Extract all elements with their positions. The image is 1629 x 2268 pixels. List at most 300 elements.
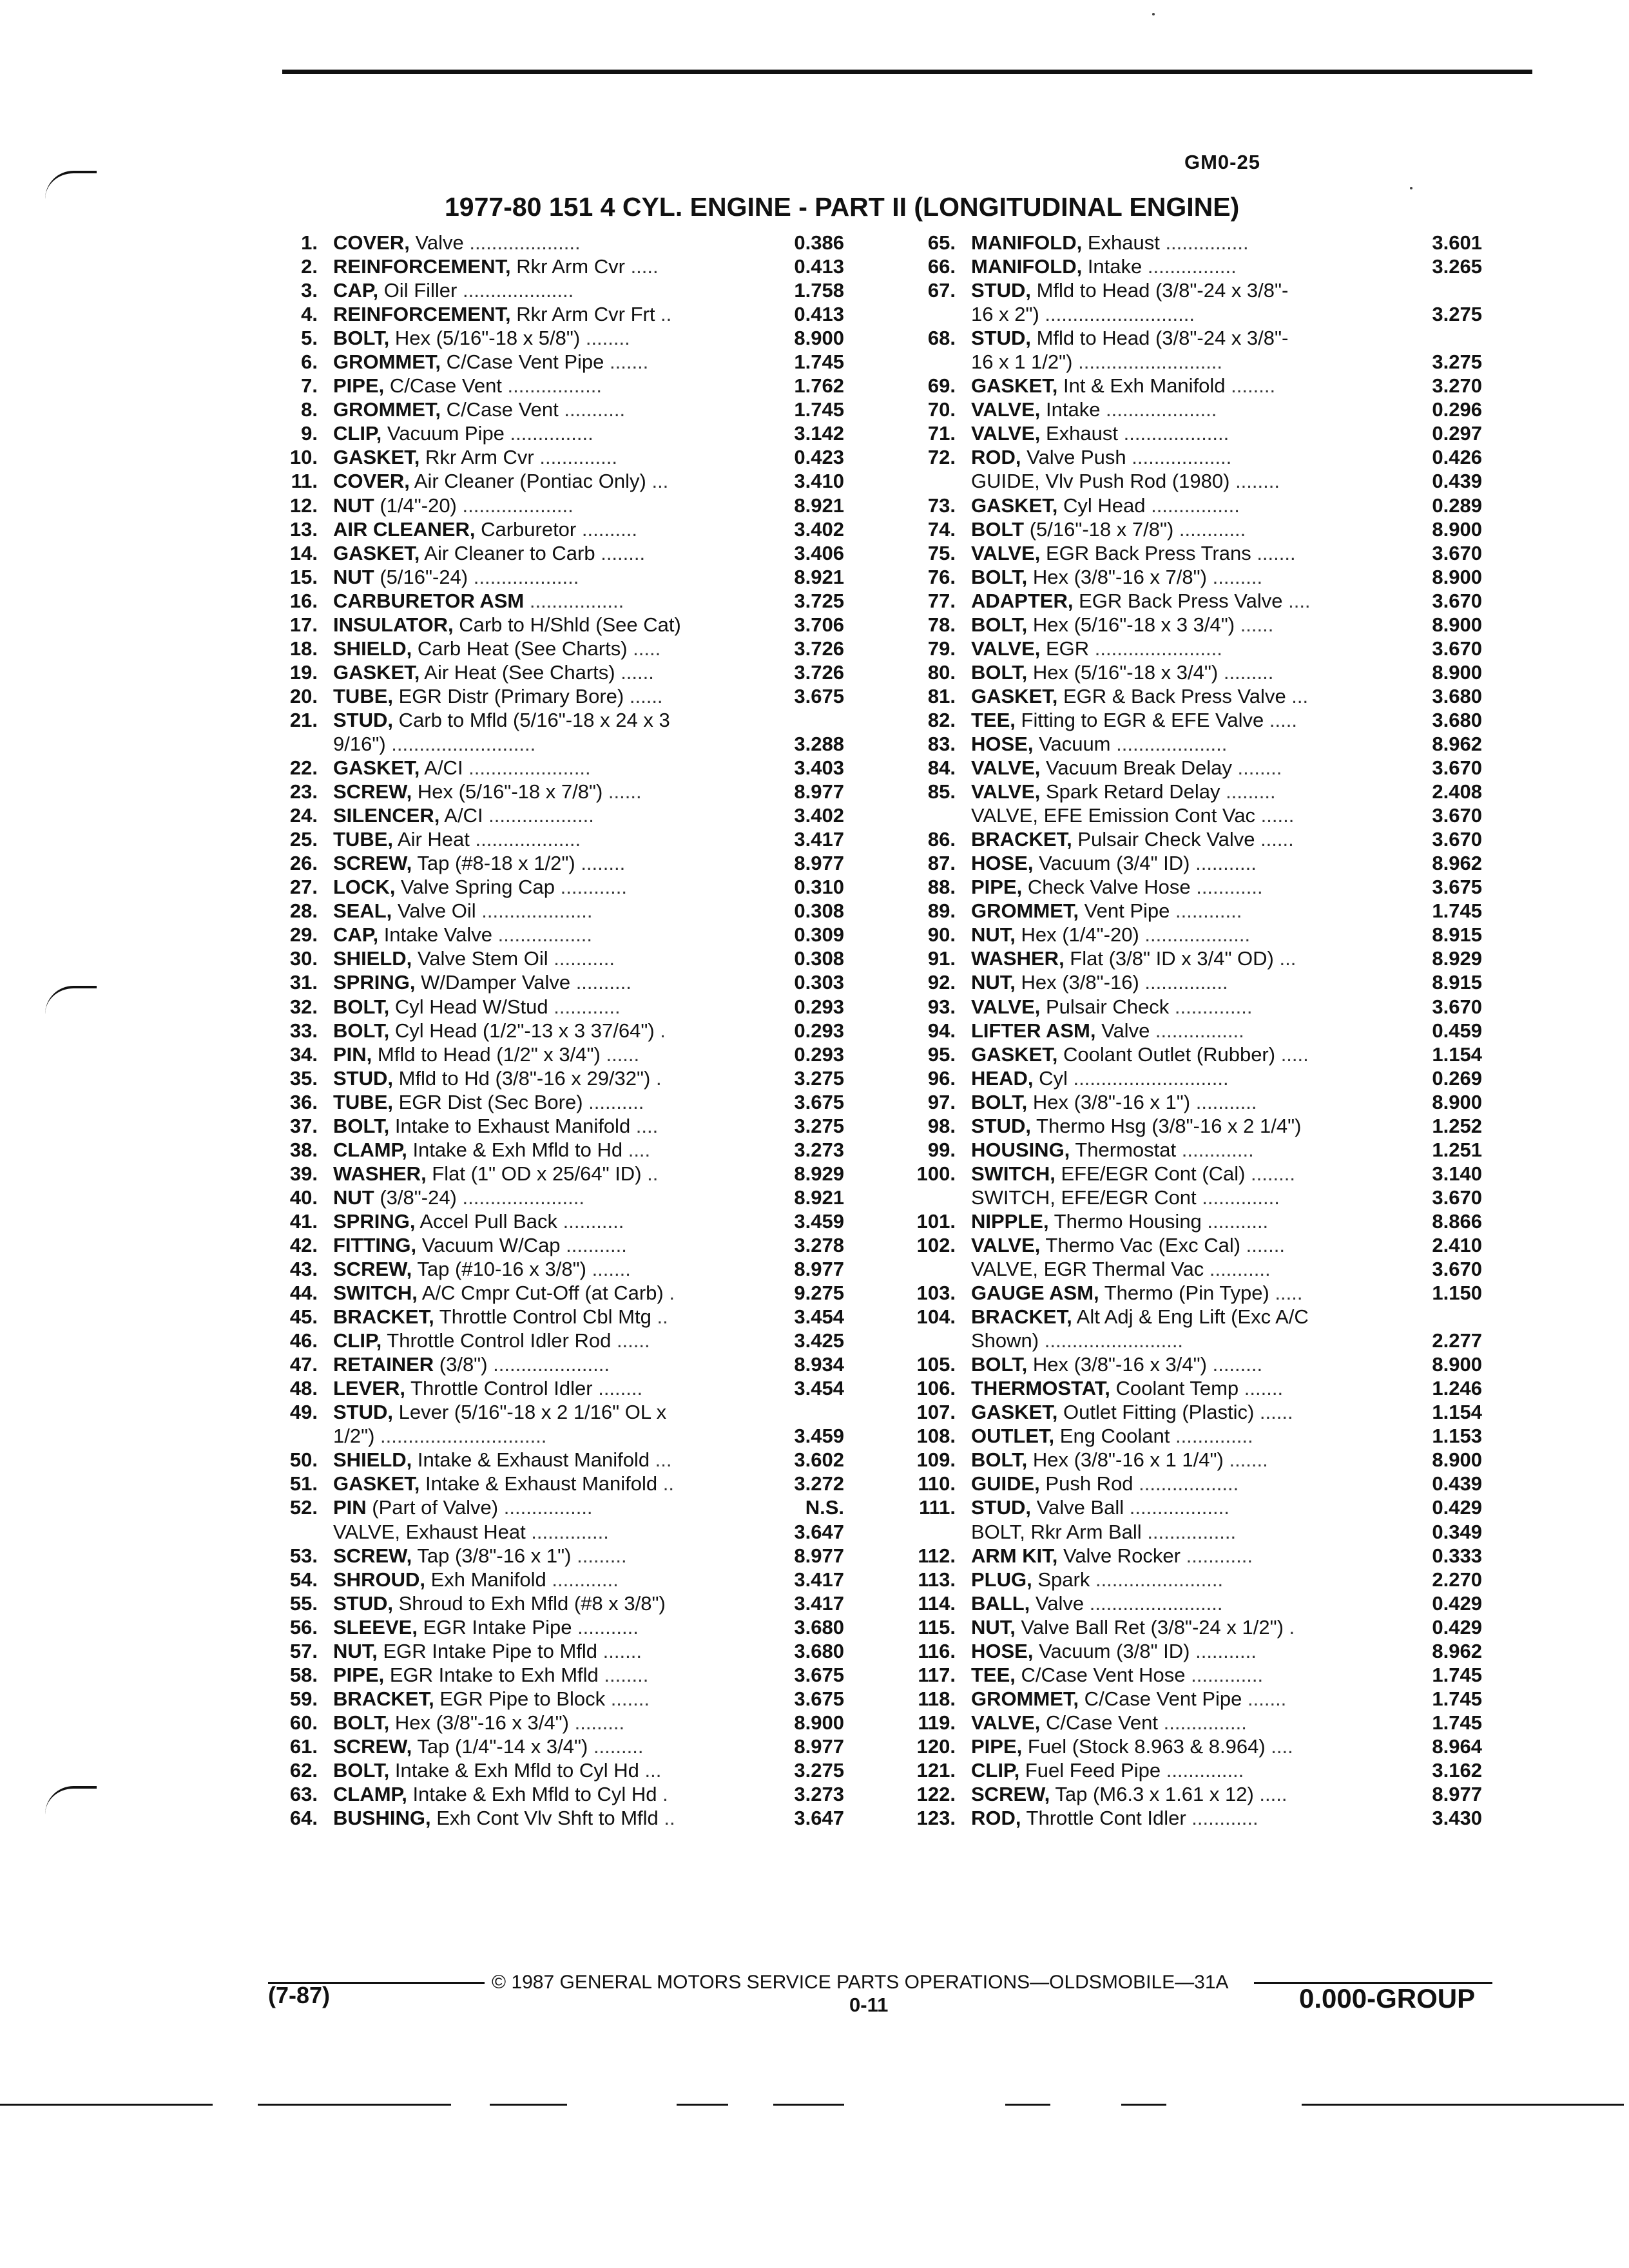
group-number-text: 8.900 — [794, 327, 844, 350]
group-number — [905, 1735, 1482, 1758]
part-name: SCREW, — [971, 1783, 1050, 1806]
part-detail: Carb Heat (See Charts) — [412, 637, 628, 660]
group-number-text: 1.745 — [794, 398, 844, 421]
part-number: 104. — [916, 1305, 956, 1329]
part-detail: Hex (5/16"-18 x 5/8") — [389, 327, 581, 350]
part-description — [333, 1591, 823, 1615]
dot-leader: . — [654, 1019, 666, 1042]
group-number-text: 8.900 — [1432, 660, 1482, 684]
part-name: GUIDE, — [971, 1472, 1040, 1495]
group-number-text: 0.413 — [794, 255, 844, 278]
copyright-notice: © 1987 GENERAL MOTORS SERVICE PARTS OPERATIONS—OLDSMOBILE—31A — [492, 1972, 1229, 1993]
part-description — [333, 1424, 823, 1448]
part-detail: VALVE, EFE Emission Cont Vac — [971, 804, 1256, 827]
part-detail: Intake Valve — [378, 923, 492, 947]
part-detail: Valve Spring Cap — [395, 876, 555, 899]
part-number: 39. — [289, 1162, 318, 1185]
group-number-text: 3.273 — [794, 1783, 844, 1806]
part-description — [971, 1305, 1467, 1329]
part-description — [333, 995, 823, 1019]
group-number-text: 3.417 — [794, 828, 844, 851]
dot-leader: ......... — [1206, 565, 1263, 588]
group-number-text: 1.762 — [794, 374, 844, 398]
dot-leader: ........ — [592, 1377, 643, 1400]
binder-mark — [45, 1786, 97, 1814]
dot-leader: .. — [641, 1162, 659, 1185]
part-detail: A/CI — [439, 804, 483, 827]
part-detail: Exh Manifold — [425, 1568, 546, 1591]
part-detail: Accel Pull Back — [415, 1209, 558, 1233]
group-number — [905, 970, 1482, 994]
group-number-text: 0.429 — [1432, 1591, 1482, 1615]
group-number-text: 3.403 — [794, 756, 844, 780]
part-description — [333, 1711, 823, 1735]
part-number: 45. — [289, 1305, 318, 1329]
part-description — [333, 1806, 823, 1830]
part-detail: Intake & Exh Mfld to Cyl Hd — [389, 1759, 639, 1782]
part-number: 72. — [927, 446, 956, 469]
part-number: 89. — [927, 899, 956, 923]
group-number — [905, 947, 1482, 970]
part-name: BOLT, — [333, 1019, 390, 1042]
part-name: TUBE, — [333, 684, 393, 707]
group-number-text: 8.900 — [1432, 1090, 1482, 1113]
group-number-text: 2.277 — [1432, 1329, 1482, 1352]
dot-leader: .... — [1265, 1735, 1293, 1758]
group-number — [764, 660, 844, 684]
part-name: BOLT, — [971, 1090, 1028, 1113]
part-description — [333, 1329, 823, 1352]
group-number-text: 3.675 — [794, 684, 844, 707]
group-number — [905, 255, 1482, 278]
part-number: 93. — [927, 995, 956, 1018]
dot-leader: .................... — [457, 279, 574, 302]
part-detail: 16 x 2") — [971, 303, 1039, 326]
dot-leader: ....... — [605, 1687, 650, 1710]
group-number — [764, 231, 844, 255]
group-number — [764, 1424, 844, 1448]
group-number — [764, 1615, 844, 1639]
part-description — [333, 1281, 823, 1305]
part-number: 83. — [927, 732, 956, 755]
part-detail: C/Case Vent Pipe — [1079, 1687, 1242, 1710]
part-description — [333, 350, 823, 374]
dot-leader: .................... — [1110, 732, 1228, 755]
group-number — [905, 302, 1482, 326]
part-description — [333, 1352, 823, 1376]
part-detail: EGR Dist (Sec Bore) — [393, 1090, 583, 1113]
part-detail: Hex (1/4"-20) — [1015, 923, 1139, 947]
group-number — [905, 803, 1482, 827]
revision-date: (7-87) — [268, 1982, 331, 2008]
part-description — [333, 1472, 823, 1495]
part-detail: (Part of Valve) — [366, 1496, 499, 1519]
dot-leader: ........ — [595, 541, 646, 564]
part-detail: Pulsair Check Valve — [1072, 828, 1255, 851]
part-name: NUT, — [333, 1639, 378, 1662]
part-name: VALVE, — [971, 541, 1041, 564]
part-number: 13. — [289, 517, 318, 541]
dot-leader: ......... — [588, 1735, 644, 1758]
part-detail: Pulsair Check — [1040, 995, 1170, 1018]
part-detail: A/CI — [419, 756, 463, 780]
part-detail: Air Heat — [393, 828, 470, 851]
dot-leader: ............................ — [1067, 1066, 1229, 1090]
scan-line — [1302, 2104, 1624, 2106]
dot-leader: .................. — [1126, 446, 1232, 469]
part-description — [333, 1162, 823, 1186]
part-detail: Tap (1/4"-14 x 3/4") — [412, 1735, 588, 1758]
part-number: 46. — [289, 1329, 318, 1352]
part-detail: Valve — [409, 231, 464, 254]
group-number — [905, 565, 1482, 589]
part-detail: Vacuum — [1033, 732, 1111, 755]
group-number-text: 8.962 — [1432, 852, 1482, 875]
part-detail: C/Case Vent Hose — [1015, 1663, 1186, 1686]
part-name: ARM KIT, — [971, 1544, 1058, 1567]
group-number — [764, 1711, 844, 1735]
group-number-text: 3.265 — [1432, 255, 1482, 278]
part-detail: Valve Oil — [392, 899, 476, 923]
group-number-text: 0.296 — [1432, 398, 1482, 421]
group-number — [905, 1424, 1482, 1448]
part-detail: Carburetor — [475, 517, 577, 541]
part-number: 86. — [927, 828, 956, 851]
part-detail: Mfld to Hd (3/8"-16 x 29/32") — [393, 1066, 651, 1090]
part-name: VALVE, — [971, 1711, 1041, 1734]
part-number: 56. — [289, 1615, 318, 1639]
dot-leader: ............. — [1176, 1138, 1254, 1161]
group-number — [905, 1233, 1482, 1257]
part-detail: EGR Intake Pipe to Mfld — [377, 1639, 598, 1662]
part-name: CLIP, — [333, 422, 382, 445]
part-name: PIPE, — [333, 374, 385, 398]
part-number: 55. — [289, 1591, 318, 1615]
part-number: 97. — [927, 1090, 956, 1113]
dot-leader: ....... — [1223, 1448, 1268, 1472]
group-number-text: 0.413 — [794, 303, 844, 326]
group-number-text: 0.293 — [794, 1019, 844, 1042]
part-number: 110. — [918, 1472, 956, 1495]
group-number-text: 3.272 — [794, 1472, 844, 1495]
part-description — [333, 1043, 823, 1066]
group-number — [905, 1591, 1482, 1615]
part-number: 10. — [289, 446, 318, 469]
group-number-text: 8.915 — [1432, 923, 1482, 947]
part-description — [333, 803, 823, 827]
part-number: 60. — [289, 1711, 318, 1734]
part-detail: Valve Ball — [1031, 1496, 1124, 1519]
group-number — [764, 851, 844, 875]
part-number: 96. — [927, 1066, 956, 1090]
group-number — [764, 1472, 844, 1495]
group-number — [764, 1209, 844, 1233]
part-description — [333, 1448, 823, 1472]
group-number — [905, 1711, 1482, 1735]
part-description — [333, 732, 823, 756]
part-name: HOUSING, — [971, 1138, 1070, 1161]
part-name: TUBE, — [333, 828, 393, 851]
part-number: 48. — [289, 1377, 318, 1400]
group-number — [905, 899, 1482, 923]
part-description — [333, 1544, 823, 1568]
group-number-text: 3.278 — [794, 1233, 844, 1256]
part-number: 70. — [927, 398, 956, 421]
part-name: SLEEVE, — [333, 1615, 418, 1639]
group-number — [905, 1400, 1482, 1424]
group-number — [764, 278, 844, 302]
part-detail: Throttle Control Idler — [405, 1377, 593, 1400]
part-name: GASKET, — [333, 660, 420, 684]
group-number-text: 0.293 — [794, 1043, 844, 1066]
part-name: STUD, — [333, 1591, 393, 1615]
dot-leader: ........... — [1201, 1209, 1269, 1233]
part-number: 106. — [916, 1377, 956, 1400]
dot-leader: .... — [1282, 589, 1311, 612]
group-number — [905, 1090, 1482, 1114]
dot-leader: ...... — [1254, 1401, 1293, 1424]
part-number: 12. — [289, 494, 318, 517]
part-number: 36. — [289, 1090, 318, 1113]
part-name: SCREW, — [333, 780, 412, 803]
part-description — [333, 1233, 823, 1257]
part-description — [333, 613, 823, 637]
group-number-text: 3.417 — [794, 1591, 844, 1615]
group-number — [905, 660, 1482, 684]
group-number — [905, 1043, 1482, 1066]
dot-leader: ............. — [1185, 1663, 1264, 1686]
group-number-text: 8.900 — [794, 1711, 844, 1734]
part-number: 101. — [916, 1209, 956, 1233]
part-detail: SWITCH, EFE/EGR Cont — [971, 1186, 1197, 1209]
part-name: MANIFOLD, — [971, 255, 1083, 278]
part-detail: VALVE, EGR Thermal Vac — [971, 1258, 1204, 1281]
group-number-text: 1.154 — [1432, 1043, 1482, 1066]
part-detail: Cyl — [1033, 1066, 1068, 1090]
group-number-text: 8.929 — [794, 1162, 844, 1185]
group-number-text: 1.251 — [1432, 1138, 1482, 1161]
part-number: 78. — [927, 613, 956, 636]
part-number: 76. — [927, 565, 956, 588]
part-number: 8. — [301, 398, 318, 421]
part-description — [333, 445, 823, 469]
part-detail: (3/8") — [434, 1353, 488, 1376]
dot-leader: ......................... — [1039, 1329, 1184, 1352]
dot-leader: ...... — [1235, 613, 1274, 636]
part-number: 1. — [301, 231, 318, 254]
part-number: 34. — [289, 1043, 318, 1066]
part-name: COVER, — [333, 231, 410, 254]
part-name: MANIFOLD, — [971, 231, 1083, 254]
part-description — [333, 875, 823, 899]
part-description — [333, 756, 823, 780]
group-number — [764, 1066, 844, 1090]
part-number: 15. — [289, 565, 318, 588]
part-name: RETAINER — [333, 1353, 434, 1376]
part-detail: Vacuum Pipe — [381, 422, 505, 445]
part-description — [333, 469, 823, 493]
group-number — [905, 1114, 1482, 1138]
part-description — [333, 970, 823, 994]
part-name: COVER, — [333, 470, 410, 493]
dot-leader: . — [657, 1783, 668, 1806]
group-number — [905, 1544, 1482, 1568]
part-description — [333, 278, 823, 302]
part-name: PIN — [333, 1496, 367, 1519]
dot-leader: .... — [630, 1114, 659, 1137]
part-name: BOLT, — [971, 565, 1028, 588]
group-number-text: 8.900 — [1432, 613, 1482, 636]
part-detail: Thermostat — [1070, 1138, 1177, 1161]
part-name: GASKET, — [333, 541, 420, 564]
group-number — [764, 1162, 844, 1186]
group-number-text: 1.745 — [794, 351, 844, 374]
part-name: ADAPTER, — [971, 589, 1074, 612]
part-detail: GUIDE, Vlv Push Rod (1980) — [971, 470, 1230, 493]
group-number-text: 8.900 — [1432, 1353, 1482, 1376]
part-detail: Intake to Exhaust Manifold — [389, 1114, 631, 1137]
dot-leader: ............... — [504, 422, 593, 445]
group-number — [905, 231, 1482, 255]
group-number — [764, 1138, 844, 1162]
part-number: 59. — [289, 1687, 318, 1710]
dot-leader: .............................. — [374, 1425, 547, 1448]
part-description — [333, 1066, 823, 1090]
part-number: 105. — [916, 1353, 956, 1376]
group-number — [764, 970, 844, 994]
part-number: 16. — [289, 589, 318, 612]
part-description — [333, 1568, 823, 1591]
part-detail: Carb to Mfld (5/16"-18 x 24 x 3 — [393, 708, 670, 731]
group-number — [764, 326, 844, 350]
group-number — [905, 1066, 1482, 1090]
part-number: 37. — [289, 1114, 318, 1137]
group-number — [905, 589, 1482, 613]
part-number: 26. — [289, 852, 318, 875]
group-number — [764, 1806, 844, 1830]
part-detail: Valve Stem Oil — [412, 947, 548, 970]
part-detail: Fuel (Stock 8.963 & 8.964) — [1022, 1735, 1266, 1758]
part-number: 107. — [916, 1401, 956, 1424]
group-number — [905, 350, 1482, 374]
part-detail: (5/16"-24) — [374, 565, 468, 588]
part-number: 84. — [927, 756, 956, 780]
part-detail: 16 x 1 1/2") — [971, 351, 1073, 374]
group-number-text: 1.150 — [1432, 1282, 1482, 1305]
dot-leader: ........ — [1225, 374, 1276, 398]
part-number: 41. — [289, 1209, 318, 1233]
dot-leader: .............. — [1169, 995, 1253, 1018]
dot-leader: ....... — [1242, 1687, 1287, 1710]
part-detail: Fuel Feed Pipe — [1019, 1759, 1161, 1782]
part-name: SEAL, — [333, 899, 392, 923]
part-detail: Vacuum Break Delay — [1040, 756, 1232, 780]
part-description — [333, 1782, 823, 1806]
part-name: PIPE, — [333, 1663, 385, 1686]
scan-line — [677, 2104, 728, 2106]
part-description — [333, 255, 823, 278]
group-number-text: 0.333 — [1432, 1544, 1482, 1567]
part-name: VALVE, — [971, 1233, 1041, 1256]
group-number — [905, 851, 1482, 875]
part-number: 113. — [918, 1568, 956, 1591]
part-detail: 9/16") — [333, 732, 386, 755]
group-number-text: 3.680 — [794, 1639, 844, 1662]
part-number: 43. — [289, 1258, 318, 1281]
dot-leader: ....... — [597, 1639, 642, 1662]
part-detail: Thermo Hsg (3/8"-16 x 2 1/4") — [1031, 1114, 1302, 1137]
part-name: HOSE, — [971, 732, 1034, 755]
dot-leader: ................... — [483, 804, 594, 827]
part-number: 73. — [927, 494, 956, 517]
part-name: GAUGE ASM, — [971, 1282, 1099, 1305]
part-detail: Spark Retard Delay — [1040, 780, 1220, 803]
part-detail: Valve Push — [1021, 446, 1126, 469]
part-name: BALL, — [971, 1591, 1030, 1615]
part-name: STUD, — [333, 1066, 393, 1090]
part-description — [333, 1687, 823, 1711]
part-name: GASKET, — [971, 494, 1058, 517]
part-name: CLAMP, — [333, 1138, 407, 1161]
part-detail: Hex (3/8"-16) — [1015, 971, 1139, 994]
dot-leader: .......... — [583, 1090, 644, 1113]
scan-speck — [1152, 13, 1155, 15]
group-number-text: 3.726 — [794, 637, 844, 660]
group-number — [764, 494, 844, 517]
part-detail: Mfld to Head (1/2" x 3/4") — [372, 1043, 601, 1066]
part-number: 28. — [289, 899, 318, 923]
part-name: VALVE, — [971, 995, 1041, 1018]
group-number — [764, 445, 844, 469]
group-number — [764, 1043, 844, 1066]
part-description — [333, 1376, 823, 1400]
dot-leader: ........... — [558, 398, 626, 421]
part-number: 64. — [289, 1807, 318, 1830]
group-number-text: 9.275 — [794, 1282, 844, 1305]
group-number — [764, 1568, 844, 1591]
part-detail: Hex (5/16"-18 x 3 3/4") — [1027, 613, 1235, 636]
dot-leader: ... — [639, 1759, 662, 1782]
part-name: NIPPLE, — [971, 1209, 1049, 1233]
part-detail: BOLT, Rkr Arm Ball — [971, 1520, 1142, 1543]
part-number: 121. — [916, 1759, 956, 1782]
part-detail: (5/16"-18 x 7/8") — [1024, 517, 1174, 541]
dot-leader: .......... — [570, 971, 631, 994]
part-name: GASKET, — [333, 1472, 420, 1495]
part-name: VALVE, — [971, 422, 1041, 445]
dot-leader: .................... — [476, 899, 593, 923]
group-number-text: 8.929 — [1432, 947, 1482, 970]
group-number-text: 8.921 — [794, 1186, 844, 1209]
part-description — [333, 851, 823, 875]
group-number — [764, 541, 844, 565]
part-name: NUT — [333, 494, 374, 517]
dot-leader: ...... — [1255, 828, 1294, 851]
part-number: 17. — [289, 613, 318, 636]
group-number-text: 8.964 — [1432, 1735, 1482, 1758]
part-name: SWITCH, — [971, 1162, 1055, 1185]
part-number: 90. — [927, 923, 956, 947]
part-number: 115. — [918, 1615, 956, 1639]
part-name: INSULATOR, — [333, 613, 454, 636]
part-name: PIPE, — [971, 876, 1023, 899]
group-number-text: 0.293 — [794, 995, 844, 1018]
part-description — [333, 1305, 823, 1329]
part-name: BRACKET, — [333, 1305, 434, 1329]
part-description — [333, 684, 823, 708]
part-name: SCREW, — [333, 1544, 412, 1567]
part-description — [333, 923, 823, 947]
